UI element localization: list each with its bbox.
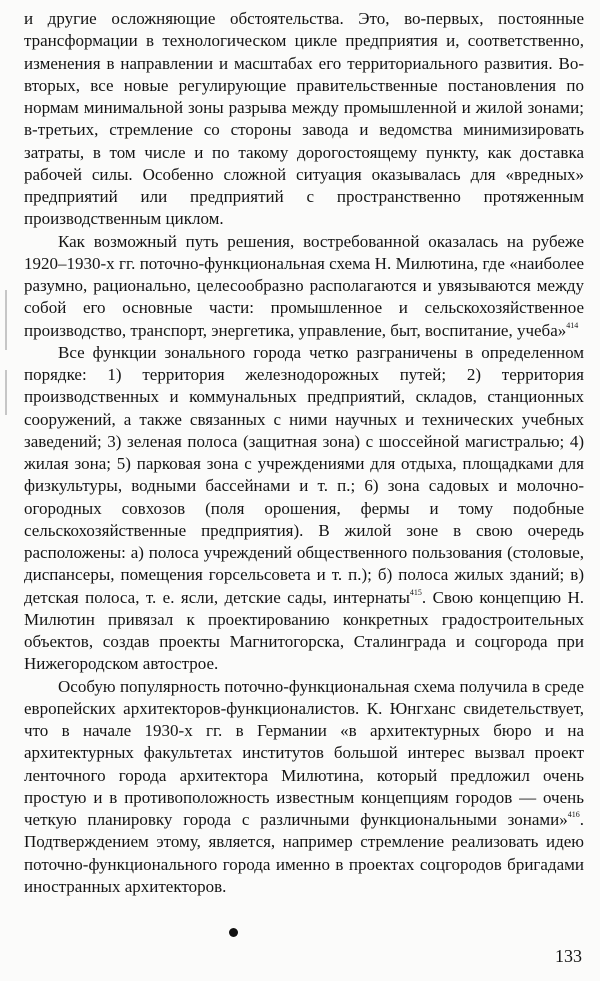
paragraph-text-tail: . Свою концепцию Н. Милютин привязал к проектированию конкретных градостроительных объектов, создав проекты Магнитогорска, Сталинграда и соцгорода при Нижегородском автострое. [24,587,584,674]
margin-scan-mark [5,370,7,415]
paragraph-text: и другие осложняющие обстоятельства. Это, во-первых, постоянные трансформации в технологическом цикле предприятия и, соответственно, изменения в направлении и масштабах его территориального развития. Во-вторых, все новые регулирующие правительственные постановления по нормам минимальной зоны разрыва между промышленной и жилой зонами; в-третьих, стремление со стороны завода и ведомства минимизировать затраты, в том числе и по такому дорогостоящему пункту, как доставка рабочей силы. Особенно сложной ситуация оказывалась для «вредных» предприятий или предприятий с пространственно протяженным производственным циклом. [24,9,584,229]
paragraph-text-tail: . Подтверждением этому, является, например стремление реализовать идею поточно-функционального города именно в проектах соцгородов бригадами иностранных архитекторов. [24,810,584,896]
body-text [24,8,584,898]
footnote-ref: 414 [566,320,579,330]
paragraph-text: Как возможный путь решения, востребованной оказалась на рубеже 1920–1930-х гг. поточно-функциональная схема Н. Милютина, где «наиболее разумно, рационально, целесообразно располагаются и увязываются между собой его основные части: промышленное и сельскохозяйственное производство, транспорт, энергетика, управление, быт, воспитание, учеба» [24,231,584,340]
paragraph [24,231,584,342]
ink-blot [229,928,238,937]
paragraph-text: Все функции зонального города четко разграничены в определенном порядке: 1) территория железнодорожных путей; 2) территория производственных и коммунальных предприятий, складов, станционных сооружений, а также связанных с ними научных и технических учебных заведений; 3) зеленая полоса (защитная зона) с шоссейной магистралью; 4) жилая зона; 5) парковая зона с учреждениями для отдыха, площадками для физкультуры, водными бассейнами и т. п.; 6) зона садовых и молочно-огородных совхозов (поля орошения, фермы и тому подобные сельскохозяйственные предприятия). В жилой зоне в свою очередь расположены: а) полоса учреждений общественного пользования (столовые, диспансеры, помещения горсельсовета и т. п.); б) полоса жилых зданий; в) детская полоса, т. е. ясли, детские сады, интернаты [24,342,584,607]
paragraph [24,8,584,231]
paragraph [24,342,584,676]
footnote-ref: 415 [409,587,422,597]
paragraph [24,676,584,899]
page-number: 133 [555,946,582,966]
paragraph-text: Особую популярность поточно-функциональная схема получила в среде европейских архитекторов-функционалистов. К. Юнгханс свидетельствует, что в начале 1930-х гг. в Германии «в архитектурных бюро и на архитектурных факультетах институтов большой интерес вызвал проект ленточного города архитектора Милютина, который предложил очень простую и в противоположность известным концепциям городов — очень четкую планировку города с различными функциональными зонами» [24,676,584,829]
footnote-ref: 416 [567,810,580,819]
margin-scan-mark [5,290,7,350]
